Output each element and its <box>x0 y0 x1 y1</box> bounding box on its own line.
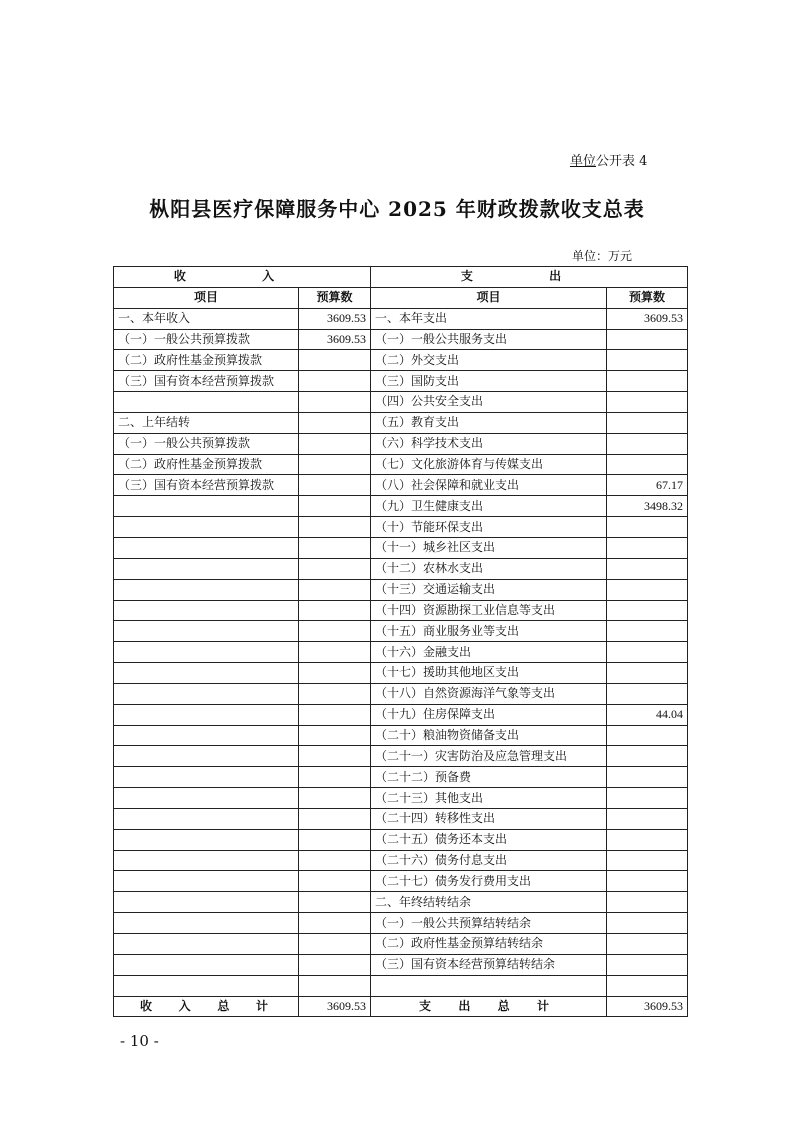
expense-value-cell <box>607 871 688 892</box>
table-row <box>114 704 688 725</box>
income-value-cell <box>299 788 371 809</box>
income-item-cell <box>114 600 299 621</box>
form-number-prefix: 单位 <box>570 154 597 169</box>
income-item-cell <box>114 892 299 913</box>
column-header-row <box>114 287 688 308</box>
expense-item-cell: 一、本年支出 <box>371 308 607 329</box>
income-value-cell <box>299 412 371 433</box>
income-value-cell <box>299 579 371 600</box>
income-value-cell <box>299 371 371 392</box>
income-value-cell <box>299 913 371 934</box>
table-row <box>114 975 688 996</box>
expense-value-cell <box>607 954 688 975</box>
expense-item-cell: （二十三）其他支出 <box>371 788 607 809</box>
table-row <box>114 537 688 558</box>
income-item-cell <box>114 871 299 892</box>
expense-total-char: 出 <box>458 998 471 1013</box>
income-item-cell <box>114 392 299 413</box>
table-row <box>114 517 688 538</box>
income-value-cell <box>299 725 371 746</box>
expense-value-cell <box>607 329 688 350</box>
page-number: - 10 - <box>120 1032 159 1050</box>
expense-item-cell: （二十五）债务还本支出 <box>371 829 607 850</box>
table-row <box>114 558 688 579</box>
expense-value-cell <box>607 371 688 392</box>
table-row <box>114 475 688 496</box>
expense-value-cell <box>607 663 688 684</box>
page-title: 枞阳县医疗保障服务中心 2025 年财政拨款收支总表 <box>149 197 645 221</box>
income-value-cell <box>299 975 371 996</box>
income-item-cell <box>114 829 299 850</box>
expense-section-header: 支 出 <box>371 267 688 288</box>
income-item-cell <box>114 954 299 975</box>
expense-item-cell: （七）文化旅游体育与传媒支出 <box>371 454 607 475</box>
income-item-cell <box>114 934 299 955</box>
income-value-cell <box>299 683 371 704</box>
table-body <box>114 308 688 996</box>
expense-item-cell: （二）外交支出 <box>371 350 607 371</box>
table-row <box>114 454 688 475</box>
income-item-cell <box>114 683 299 704</box>
expense-value-cell <box>607 975 688 996</box>
income-item-cell: （二）政府性基金预算拨款 <box>114 454 299 475</box>
income-value-cell <box>299 558 371 579</box>
income-value-cell <box>299 496 371 517</box>
expense-item-header: 项目 <box>371 287 607 308</box>
expense-item-cell: （十）节能环保支出 <box>371 517 607 538</box>
table-row <box>114 412 688 433</box>
totals-row <box>114 996 688 1017</box>
expense-value-cell <box>607 913 688 934</box>
expense-item-cell: （二）政府性基金预算结转结余 <box>371 934 607 955</box>
expense-value-cell <box>607 788 688 809</box>
expense-value-cell <box>607 808 688 829</box>
table-row <box>114 725 688 746</box>
expense-item-cell: （十九）住房保障支出 <box>371 704 607 725</box>
table-row <box>114 621 688 642</box>
expense-item-cell: （十八）自然资源海洋气象等支出 <box>371 683 607 704</box>
expense-value-cell <box>607 454 688 475</box>
section-header-row <box>114 267 688 288</box>
income-value-cell <box>299 746 371 767</box>
income-item-cell <box>114 579 299 600</box>
expense-value-cell <box>607 934 688 955</box>
income-value-cell: 3609.53 <box>299 329 371 350</box>
income-value-cell <box>299 767 371 788</box>
expense-value-cell <box>607 558 688 579</box>
expense-total-char: 总 <box>497 998 510 1013</box>
income-item-cell <box>114 496 299 517</box>
income-item-cell <box>114 537 299 558</box>
income-value-cell <box>299 871 371 892</box>
expense-value-cell <box>607 600 688 621</box>
income-total-char: 总 <box>217 998 230 1013</box>
unit-label: 单位：万元 <box>572 249 633 263</box>
form-number <box>570 150 647 169</box>
expense-value-cell <box>607 433 688 454</box>
income-value-cell <box>299 954 371 975</box>
income-value-cell <box>299 537 371 558</box>
table-row <box>114 642 688 663</box>
expense-value-cell <box>607 517 688 538</box>
expense-value-cell <box>607 642 688 663</box>
table-row <box>114 308 688 329</box>
income-item-cell: 一、本年收入 <box>114 308 299 329</box>
expense-item-cell: 二、年终结转结余 <box>371 892 607 913</box>
table-row <box>114 788 688 809</box>
table-row <box>114 767 688 788</box>
expense-budget-header: 预算数 <box>607 287 688 308</box>
table-row <box>114 392 688 413</box>
income-value-cell <box>299 704 371 725</box>
expense-item-cell: （十一）城乡社区支出 <box>371 537 607 558</box>
expense-value-cell <box>607 725 688 746</box>
income-value-cell <box>299 350 371 371</box>
income-total-label <box>114 996 299 1017</box>
table-row <box>114 746 688 767</box>
table-row <box>114 350 688 371</box>
expense-item-cell: （十六）金融支出 <box>371 642 607 663</box>
expense-item-cell: （十三）交通运输支出 <box>371 579 607 600</box>
income-item-cell <box>114 850 299 871</box>
expense-value-cell: 3609.53 <box>607 308 688 329</box>
income-item-cell <box>114 746 299 767</box>
table-row <box>114 663 688 684</box>
income-item-cell <box>114 558 299 579</box>
expense-item-cell: （二十六）债务付息支出 <box>371 850 607 871</box>
income-value-cell <box>299 808 371 829</box>
expense-value-cell: 3498.32 <box>607 496 688 517</box>
income-item-header: 项目 <box>114 287 299 308</box>
table-row <box>114 808 688 829</box>
income-value-cell <box>299 600 371 621</box>
income-item-cell: （一）一般公共预算拨款 <box>114 329 299 350</box>
expense-item-cell <box>371 975 607 996</box>
income-item-cell <box>114 913 299 934</box>
expense-value-cell <box>607 412 688 433</box>
expense-item-cell: （十七）援助其他地区支出 <box>371 663 607 684</box>
income-value-cell <box>299 934 371 955</box>
table-row <box>114 850 688 871</box>
table-row <box>114 829 688 850</box>
expense-item-cell: （八）社会保障和就业支出 <box>371 475 607 496</box>
income-total-char: 入 <box>178 998 191 1013</box>
table-row <box>114 371 688 392</box>
income-item-cell <box>114 642 299 663</box>
income-total-char: 计 <box>255 998 268 1013</box>
expense-item-cell: （十二）农林水支出 <box>371 558 607 579</box>
table-row <box>114 433 688 454</box>
expense-total-char: 支 <box>419 998 432 1013</box>
form-number-rest: 公开表 4 <box>596 154 648 169</box>
income-value-cell <box>299 850 371 871</box>
income-item-cell: （一）一般公共预算拨款 <box>114 433 299 454</box>
expense-total-char: 计 <box>536 998 549 1013</box>
income-value-cell <box>299 475 371 496</box>
income-value-cell <box>299 454 371 475</box>
income-value-cell: 3609.53 <box>299 308 371 329</box>
expense-value-cell <box>607 350 688 371</box>
income-item-cell <box>114 663 299 684</box>
expense-item-cell: （十五）商业服务业等支出 <box>371 621 607 642</box>
expense-item-cell: （二十七）债务发行费用支出 <box>371 871 607 892</box>
expense-value-cell <box>607 683 688 704</box>
income-item-cell <box>114 788 299 809</box>
expense-item-cell: （九）卫生健康支出 <box>371 496 607 517</box>
expense-item-cell: （三）国有资本经营预算结转结余 <box>371 954 607 975</box>
income-value-cell <box>299 392 371 413</box>
table-row <box>114 329 688 350</box>
income-item-cell <box>114 808 299 829</box>
expense-item-cell: （三）国防支出 <box>371 371 607 392</box>
table-row <box>114 913 688 934</box>
table-row <box>114 579 688 600</box>
table-row <box>114 871 688 892</box>
expense-item-cell: （二十一）灾害防治及应急管理支出 <box>371 746 607 767</box>
expense-value-cell <box>607 537 688 558</box>
expense-value-cell <box>607 829 688 850</box>
table-row <box>114 892 688 913</box>
income-value-cell <box>299 642 371 663</box>
income-total-char: 收 <box>140 998 153 1013</box>
table-row <box>114 600 688 621</box>
income-total-value: 3609.53 <box>299 996 371 1017</box>
expense-value-cell <box>607 746 688 767</box>
expense-value-cell: 44.04 <box>607 704 688 725</box>
expense-item-cell: （十四）资源勘探工业信息等支出 <box>371 600 607 621</box>
income-value-cell <box>299 829 371 850</box>
expense-item-cell: （四）公共安全支出 <box>371 392 607 413</box>
expense-total-value: 3609.53 <box>607 996 688 1017</box>
income-value-cell <box>299 663 371 684</box>
income-item-cell <box>114 517 299 538</box>
income-section-header: 收 入 <box>114 267 371 288</box>
expense-item-cell: （二十）粮油物资储备支出 <box>371 725 607 746</box>
income-item-cell: （二）政府性基金预算拨款 <box>114 350 299 371</box>
budget-table <box>113 266 688 1017</box>
expense-item-cell: （五）教育支出 <box>371 412 607 433</box>
income-value-cell <box>299 517 371 538</box>
expense-value-cell <box>607 892 688 913</box>
expense-item-cell: （二十四）转移性支出 <box>371 808 607 829</box>
expense-value-cell <box>607 621 688 642</box>
expense-item-cell: （一）一般公共预算结转结余 <box>371 913 607 934</box>
income-item-cell <box>114 767 299 788</box>
expense-value-cell <box>607 579 688 600</box>
income-item-cell: （三）国有资本经营预算拨款 <box>114 475 299 496</box>
table-row <box>114 683 688 704</box>
income-item-cell <box>114 621 299 642</box>
table-row <box>114 496 688 517</box>
income-item-cell <box>114 725 299 746</box>
income-value-cell <box>299 892 371 913</box>
expense-value-cell <box>607 850 688 871</box>
expense-item-cell: （二十二）预备费 <box>371 767 607 788</box>
income-item-cell: 二、上年结转 <box>114 412 299 433</box>
expense-item-cell: （一）一般公共服务支出 <box>371 329 607 350</box>
table-row <box>114 934 688 955</box>
expense-value-cell: 67.17 <box>607 475 688 496</box>
income-item-cell <box>114 704 299 725</box>
income-budget-header: 预算数 <box>299 287 371 308</box>
expense-total-label <box>371 996 607 1017</box>
income-value-cell <box>299 433 371 454</box>
income-value-cell <box>299 621 371 642</box>
income-item-cell: （三）国有资本经营预算拨款 <box>114 371 299 392</box>
income-item-cell <box>114 975 299 996</box>
table-row <box>114 954 688 975</box>
expense-value-cell <box>607 767 688 788</box>
expense-value-cell <box>607 392 688 413</box>
expense-item-cell: （六）科学技术支出 <box>371 433 607 454</box>
